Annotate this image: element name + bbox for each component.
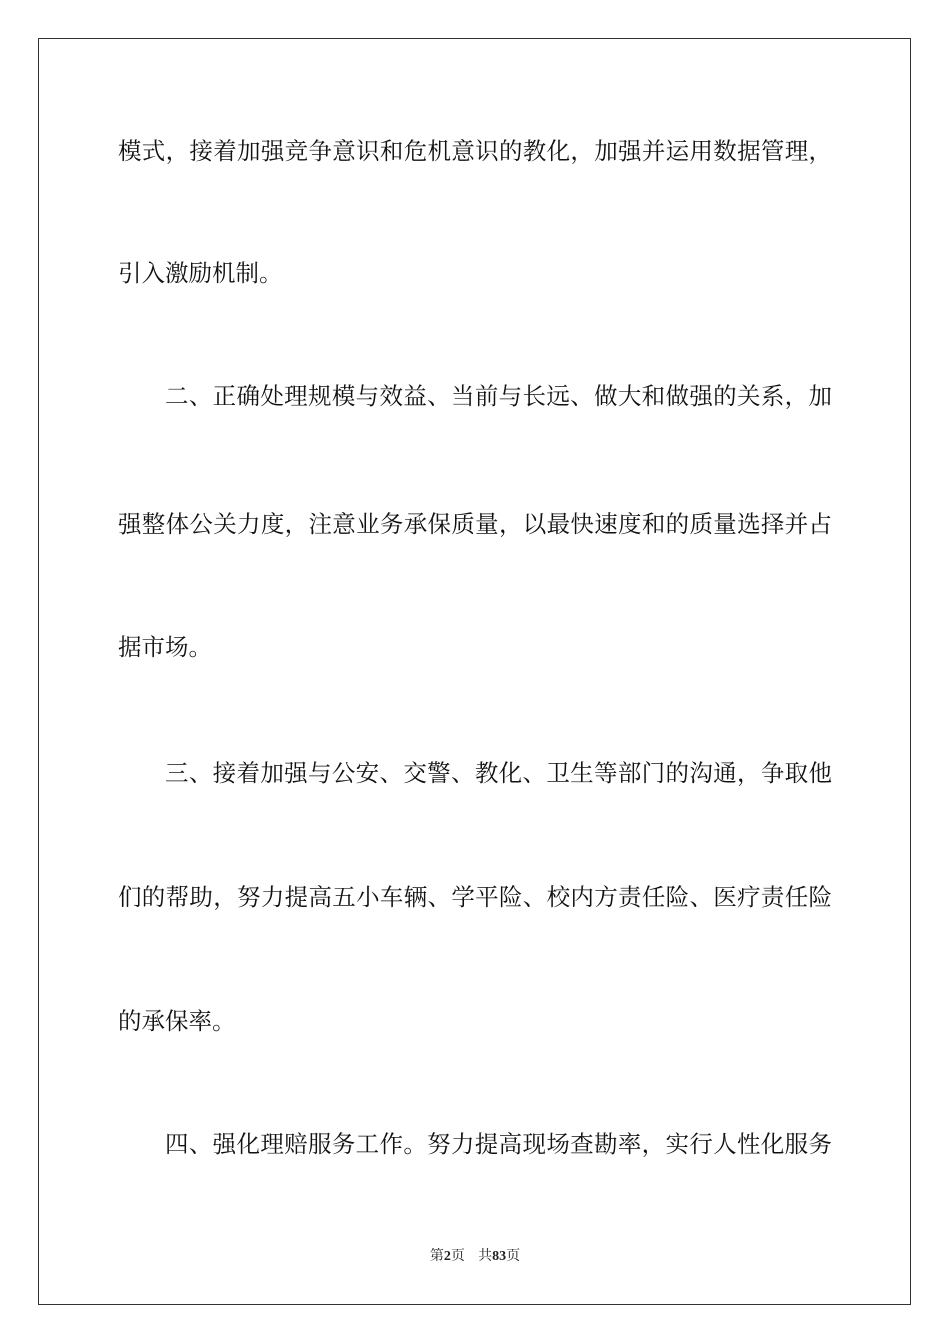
paragraph-line: 二、正确处理规模与效益、当前与长远、做大和做强的关系，加	[165, 382, 832, 410]
total-pages: 83	[492, 1249, 507, 1264]
page-footer	[0, 1246, 950, 1267]
paragraph-line: 引入激励机制。	[118, 259, 283, 287]
page-border	[38, 38, 911, 1305]
page-label-prefix: 第	[429, 1248, 444, 1264]
paragraph-line: 四、强化理赔服务工作。努力提高现场查勘率，实行人性化服务	[165, 1130, 832, 1158]
paragraph-line: 强整体公关力度，注意业务承保质量，以最快速度和的质量选择并占	[118, 510, 832, 538]
paragraph-line: 据市场。	[118, 633, 212, 661]
total-label-suffix: 页	[506, 1248, 521, 1264]
paragraph-line: 模式，接着加强竞争意识和危机意识的教化，加强并运用数据管理，	[118, 137, 832, 165]
paragraph-line: 三、接着加强与公安、交警、教化、卫生等部门的沟通，争取他	[165, 759, 832, 787]
page-label-suffix: 页	[450, 1248, 465, 1264]
paragraph-line: 的承保率。	[118, 1007, 236, 1035]
total-label-prefix: 共	[478, 1248, 493, 1264]
page-number: 2	[443, 1249, 451, 1264]
paragraph-line: 们的帮助，努力提高五小车辆、学平险、校内方责任险、医疗责任险	[118, 883, 832, 911]
